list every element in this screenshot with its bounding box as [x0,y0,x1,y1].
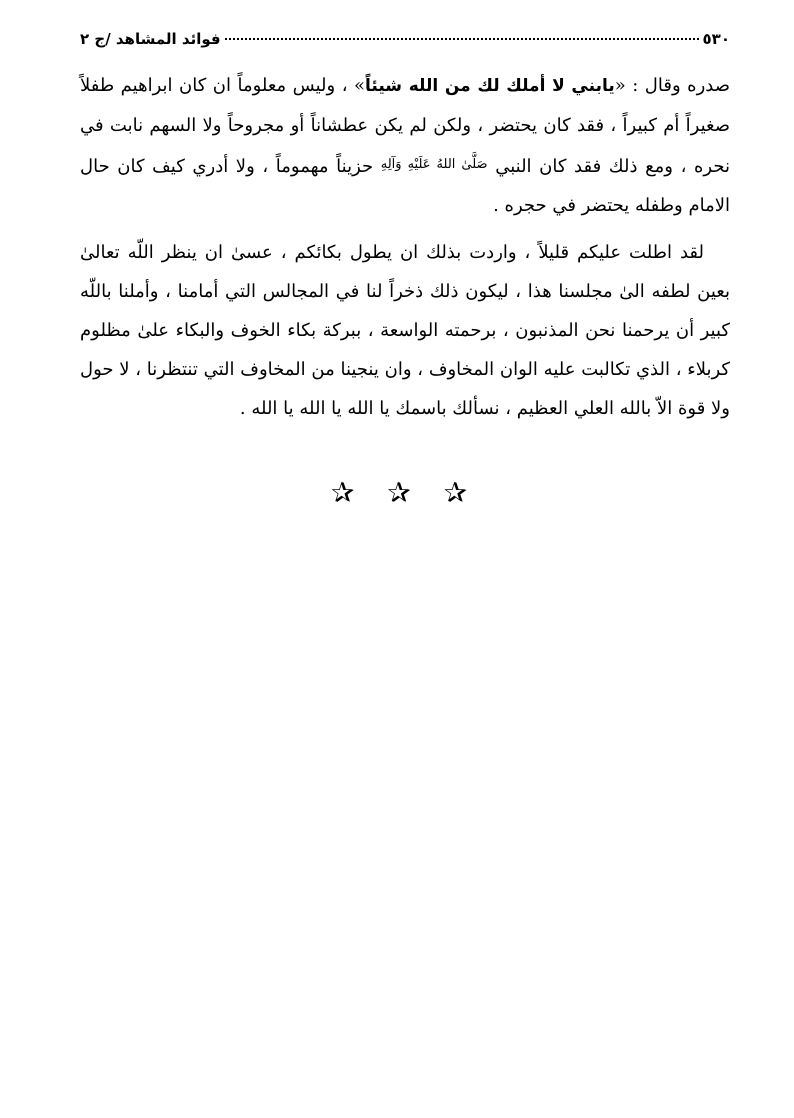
prophetic-quote: يابني لا أملك لك من الله شيئاً [365,76,615,96]
paragraph-1-lead: صدره وقال : « [614,75,730,96]
page [80,30,730,509]
running-title: فوائد المشاهد /ج ٢ [80,30,221,48]
paragraph-2: لقد اطلت عليكم قليلاً ، واردت بذلك ان يطول بكائكم ، عسىٰ ان ينظر اللّه تعالىٰ بعين لطفه الىٰ مجلسنا هذا ، ليكون ذلك ذخراً لنا في المجالس التي أمامنا ، وأملنا باللّه كبير أن يرحمنا نحن المذنبون ، برحمته الواسعة ، ببركة بكاء الخوف والبكاء علىٰ مظلوم كربلاء ، الذي تكالبت عليه الوان المخاوف ، وان ينجينا من المخاوف التي تنتظرنا ، لا حول ولا قوة الاّ بالله العلي العظيم ، نسألك باسمك يا الله يا الله يا الله . [80,242,730,419]
page-number: ٥٣٠ [702,30,730,48]
star-ornament: ✰ ✰ ✰ [330,476,480,509]
paragraph-1-text: » ، وليس معلوماً ان كان ابراهيم طفلاً صغيراً أم كبيراً ، فقد كان يحتضر ، ولكن لم يكن عطشاناً أو مجروحاً ولا السهم نابت في نحره ، ومع ذلك فقد كان النبي [80,75,730,177]
paragraph-1-text-after: حزيناً مهموماً ، ولا أدري كيف كان حال الامام وطفله يحتضر في حجره . [80,156,730,216]
honorific-glyph: صَلَّىٰ اللهُ عَلَيْهِ وَآلِهِ [380,157,488,172]
paragraph-1 [80,66,730,225]
page-header [80,30,730,62]
dotted-leader [225,38,699,40]
